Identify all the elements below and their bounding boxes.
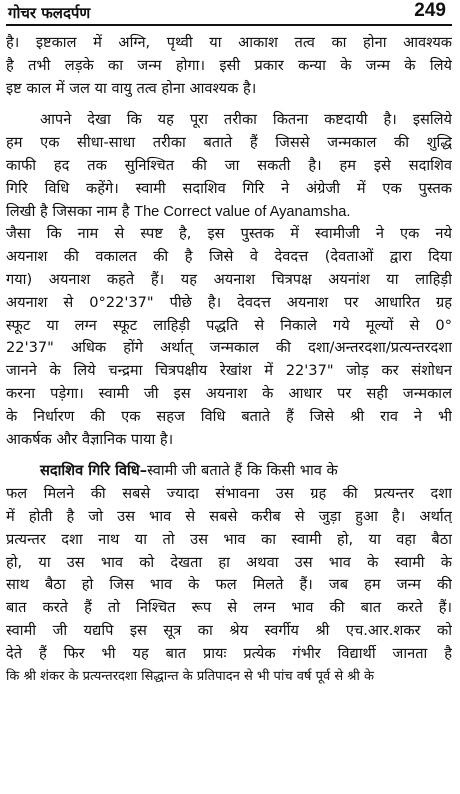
- text-line: गिरि विधि कहेंगे। स्वामी सदाशिव गिरि ने अंग्रेजी में एक पुस्तक: [6, 179, 452, 197]
- text-line: स्फूट या लग्न स्फूट लाहिड़ी पद्धति से निकाले गये मूल्यों से 0°: [6, 316, 452, 334]
- text-line: हो, या उस भाव को देखता हा अथवा उस भाव के स्वामी के: [6, 553, 452, 571]
- paragraph-2: [6, 109, 452, 451]
- text-segment: स्वामी जी बताते हैं कि किसी भाव के: [147, 462, 338, 480]
- text-segment: लिखी है जिसका नाम है: [6, 202, 130, 220]
- text-line: फल मिलने की सबसे ज्यादा संभावना उस ग्रह की प्रत्यन्तर दशा: [6, 485, 452, 503]
- text-line: हम एक सीधा-साधा तरीका बताते हैं जिससे जन्मकाल की शुद्धि: [6, 134, 452, 152]
- text-line: है तभी लड़के का जन्म होगा। इसी प्रकार कन्या के जन्म के लिये: [6, 56, 452, 74]
- text-line: काफी हद तक सुनिश्चित की जा सकती है। हम इसे सदाशिव: [6, 156, 452, 174]
- text-line: गया) अयनाश कहते हैं। यह अयनाश चित्रपक्ष अयनांश या लाहिड़ी: [6, 270, 452, 288]
- paragraph-1: [6, 32, 452, 100]
- text-line: इष्ट काल में जल या वायु तत्व होना आवश्यक है।: [6, 79, 257, 97]
- text-line: आपने देखा कि यह पूरा तरीका कितना कष्टदायी है। इसलिये: [40, 111, 452, 129]
- section-heading: सदाशिव गिरि विधि–: [40, 462, 148, 480]
- text-line: करना पड़ेगा। स्वामी जी इस अयनाश के आधार पर सही जन्मकाल: [6, 384, 452, 402]
- running-head: गोचर फलदर्पण: [8, 4, 91, 22]
- text-line: जैसा कि नाम से स्पष्ट है, इस पुस्तक में स्वामीजी ने एक नये: [6, 225, 452, 243]
- paragraph-3: [6, 460, 452, 688]
- text-line: देते हैं फिर भी यह बात प्रायः प्रत्येक गंभीर विद्यार्थी जानता है: [6, 644, 452, 662]
- book-title: The Correct value of Ayanamsha.: [134, 203, 351, 220]
- text-line: अयनाश की वकालत की है जिसे वे देवदत्त (देवताओं द्वारा दिया: [6, 248, 452, 266]
- text-line: है। इष्टकाल में अग्नि, पृथ्वी या आकाश तत्व का होना आवश्यक: [6, 34, 452, 51]
- text-line: प्रत्यन्तर दशा नाथ या तो उस भाव का स्वामी हो, या वहा बैठा: [6, 530, 452, 548]
- text-line: 22'37" अधिक होंगे अर्थात् जन्मकाल की दशा/अन्तरदशा/प्रत्यन्तरदशा: [6, 339, 452, 357]
- text-line: के निर्धारण की एक सहज विधि बताते हैं जिसे श्री राव ने भी: [6, 407, 452, 425]
- text-line: में होती है जो उस भाव से सबसे करीब से जुड़ा हुआ है। अर्थात्: [6, 507, 452, 525]
- text-line: कि श्री शंकर के प्रत्यन्तरदशा सिद्धान्त के प्रतिपादन से भी पांच वर्ष पूर्व से श्री के: [6, 668, 374, 684]
- text-line: बात करते हैं तो निश्चित रूप से लग्न भाव की बात करते हैं।: [6, 599, 452, 617]
- text-line: [6, 460, 452, 483]
- text-line: आकर्षक और वैज्ञानिक पाया है।: [6, 430, 174, 448]
- text-line: अयनाश से 0°22'37" पीछे है। देवदत्त अयनाश पर आधारित ग्रह: [6, 293, 452, 311]
- page-number: 249: [414, 0, 446, 21]
- text-line: स्वामी जी यद्यपि इस सूत्र का श्रेय स्वर्गीय श्री एच.आर.शकर को: [6, 621, 452, 639]
- page-header: [6, 0, 452, 26]
- text-line: [6, 201, 452, 224]
- text-line: जानने के लिये चन्द्रमा चित्रपक्षीय रेखांश में 22'37" जोड़ कर संशोधन: [6, 362, 452, 380]
- text-line: साथ बैठा हो जिस भाव के फल मिलते हैं। जब हम जन्म की: [6, 576, 452, 594]
